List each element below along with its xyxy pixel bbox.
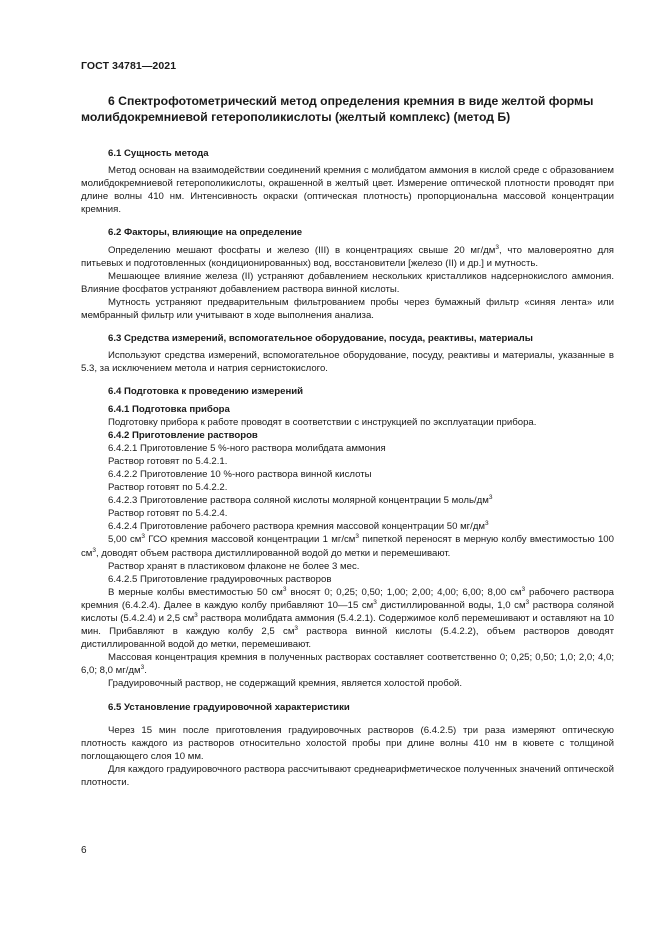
paragraph-6-4-2-4-storage: Раствор хранят в пластиковом флаконе не более 3 мес. — [108, 560, 360, 572]
item-6-4-2-1: 6.4.2.1 Приготовление 5 %-ного раствора молибдата аммония — [108, 442, 386, 454]
paragraph-6-3: Используют средства измерений, вспомогательное оборудование, посуду, реактивы и материалы, указанные в 5.3, за исключением метола и натрия сернистокислого. — [81, 350, 614, 375]
heading-6-5: 6.5 Установление градуировочной характеристики — [108, 701, 350, 713]
paragraph-6-4-2-4: 5,00 $см^3$ ГСО кремния массовой концентрации 1 $мг/см^3$ пипеткой переносят в мерную колбу вместимостью 100 $см^3$, доводят объем раствора дистиллированной водой до метки и перемешивают. — [81, 533, 614, 559]
paragraph-6-1: Метод основан на взаимодействии соединений кремния с молибдатом аммония в кислой среде с образованием молибдокремниевой гетерополикислоты, окрашенной в желтый цвет. Измерение оптической плотности проводят при длине волны 410 нм. Интенсивность окраски (оптическая плотность) пропорциональна массовой концентрации кремния. — [81, 165, 614, 216]
paragraph-6-4-2-5-concentration: Массовая концентрация кремния в полученных растворах составляет соответственно 0; 0,25; 0,50; 1,0; 2,0; 4,0; 6,0; 8,0 $мг/дм^3$. — [81, 652, 614, 677]
item-6-4-2-1-note: Раствор готовят по 5.4.2.1. — [108, 455, 228, 467]
heading-6-1: 6.1 Сущность метода — [108, 148, 209, 159]
paragraph-6-4-2-5-blank: Градуировочный раствор, не содержащий кремния, является холостой пробой. — [108, 678, 463, 690]
paragraph-6-2-1: Определению мешают фосфаты и железо (III) в концентрациях свыше 20 $мг/дм^3$, что маловероятно для питьевых и подготовленных (кондиционированных) вод, восстановители [железо (II) и др.] и мутность. — [81, 243, 614, 269]
paragraph-6-2-2: Мешающее влияние железа (II) устраняют добавлением нескольких кристалликов надсернокислого аммония. Влияние фосфатов устраняют добавлением раствора винной кислоты. — [81, 270, 614, 295]
paragraph-6-5-1: Через 15 мин после приготовления градуировочных растворов (6.4.2.5) три раза измеряют оптическую плотность каждого из растворов относительно холостой пробы при длине волны 410 нм в кювете с толщиной поглощающего слоя 10 мм. — [81, 724, 614, 762]
paragraph-6-4-2-5: В мерные колбы вместимостью 50 $см^3$ вносят 0; 0,25; 0,50; 1,00; 2,00; 4,00; 6,00; 8,00 $см^3$ рабочего раствора кремния (6.4.2.4). Далее в каждую колбу прибавляют 10—15 $см^3$ дистиллированной воды, 1,0 $см^3$ раствора соляной кислоты (5.4.2.4) и 2,5 $см^3$ раствора молибдата аммония (5.4.2.1). Содержимое колб перемешивают и оставляют на 10 мин. Прибавляют в каждую колбу 2,5 $см^3$ раствора винной кислоты (5.4.2.2), объем растворов доводят дистиллированной водой до метки, перемешивают. — [81, 585, 615, 651]
item-6-4-2-3: 6.4.2.3 Приготовление раствора соляной кислоты молярной концентрации 5 моль/$дм^3$ — [108, 494, 493, 507]
document-header: ГОСТ 34781—2021 — [81, 60, 177, 72]
item-6-4-2-4: 6.4.2.4 Приготовление рабочего раствора кремния массовой концентрации 50 $мг/дм^3$ — [108, 520, 489, 533]
section-title: 6 Спектрофотометрический метод определения кремния в виде желтой формы молибдокремниевой гетерополикислоты (желтый комплекс) (метод Б) — [81, 94, 594, 124]
heading-6-2: 6.2 Факторы, влияющие на определение — [108, 227, 303, 239]
paragraph-6-4-1: Подготовку прибора к работе проводят в соответствии с инструкцией по эксплуатации прибора. — [108, 416, 537, 428]
heading-6-3: 6.3 Средства измерений, вспомогательное оборудование, посуда, реактивы, материалы — [108, 333, 533, 345]
item-6-4-2-5: 6.4.2.5 Приготовление градуировочных растворов — [108, 573, 332, 585]
heading-6-4-1: 6.4.1 Подготовка прибора — [108, 403, 230, 415]
heading-6-4: 6.4 Подготовка к проведению измерений — [108, 386, 304, 398]
heading-6-4-2: 6.4.2 Приготовление растворов — [108, 429, 258, 441]
paragraph-6-5-2: Для каждого градуировочного раствора рассчитывают среднеарифметическое полученных значений оптической плотности. — [81, 763, 614, 789]
item-6-4-2-2-note: Раствор готовят по 5.4.2.2. — [108, 482, 228, 494]
paragraph-6-2-3: Мутность устраняют предварительным фильтрованием пробы через бумажный фильтр «синяя лента» или мембранный фильтр или учитывают в ходе выполнения анализа. — [81, 296, 614, 322]
page-number: 6 — [81, 845, 87, 856]
item-6-4-2-2: 6.4.2.2 Приготовление 10 %-ного раствора винной кислоты — [108, 468, 372, 480]
item-6-4-2-3-note: Раствор готовят по 5.4.2.4. — [108, 508, 228, 520]
page-content — [81, 93, 614, 789]
